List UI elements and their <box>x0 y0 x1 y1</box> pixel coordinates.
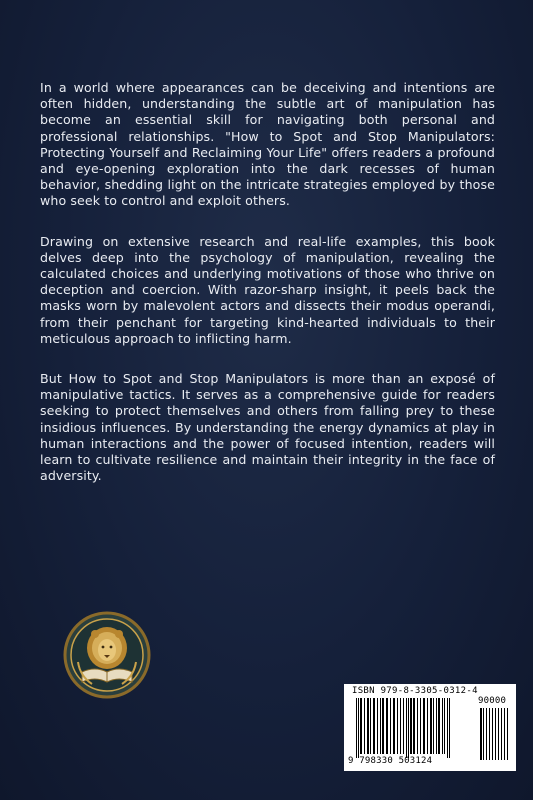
isbn-label: ISBN 979-8-3305-0312-4 <box>352 686 478 696</box>
blurb-paragraph-2: Drawing on extensive research and real-life examples, this book delves deep into the psychology of manipulation, revealing the calculated choices and underlying motivations of those who thrive on deception and coercion. With razor-sharp insight, it peels back the masks worn by malevolent actors and dissects their modus operandi, from their penchant for targeting kind-hearted individuals to their meticulous approach to inflicting harm. <box>40 233 495 346</box>
publisher-logo-icon <box>62 610 152 700</box>
blurb-paragraph-1: In a world where appearances can be deceiving and intentions are often hidden, understanding the subtle art of manipulation has become an essential skill for navigating both personal and professional relationships. "How to Spot and Stop Manipulators: Protecting Yourself and Reclaiming Your Life" offers readers a profound and eye-opening exploration into the dark recesses of human behavior, shedding light on the intricate strategies employed by those who seek to control and exploit others. <box>40 80 495 209</box>
addon-digits: 90000 <box>478 696 507 706</box>
blurb-paragraph-3: But How to Spot and Stop Manipulators is more than an exposé of manipulative tactics. It serves as a comprehensive guide for readers seeking to protect themselves and others from falling prey to these insidious influences. By understanding the energy dynamics at play in human interactions and the power of focused intention, readers will learn to cultivate resilience and maintain their integrity in the face of adversity. <box>40 371 495 484</box>
ean-digits: 9 798330 503124 <box>348 756 433 766</box>
back-cover-blurb <box>40 80 495 508</box>
isbn-barcode <box>344 684 516 771</box>
